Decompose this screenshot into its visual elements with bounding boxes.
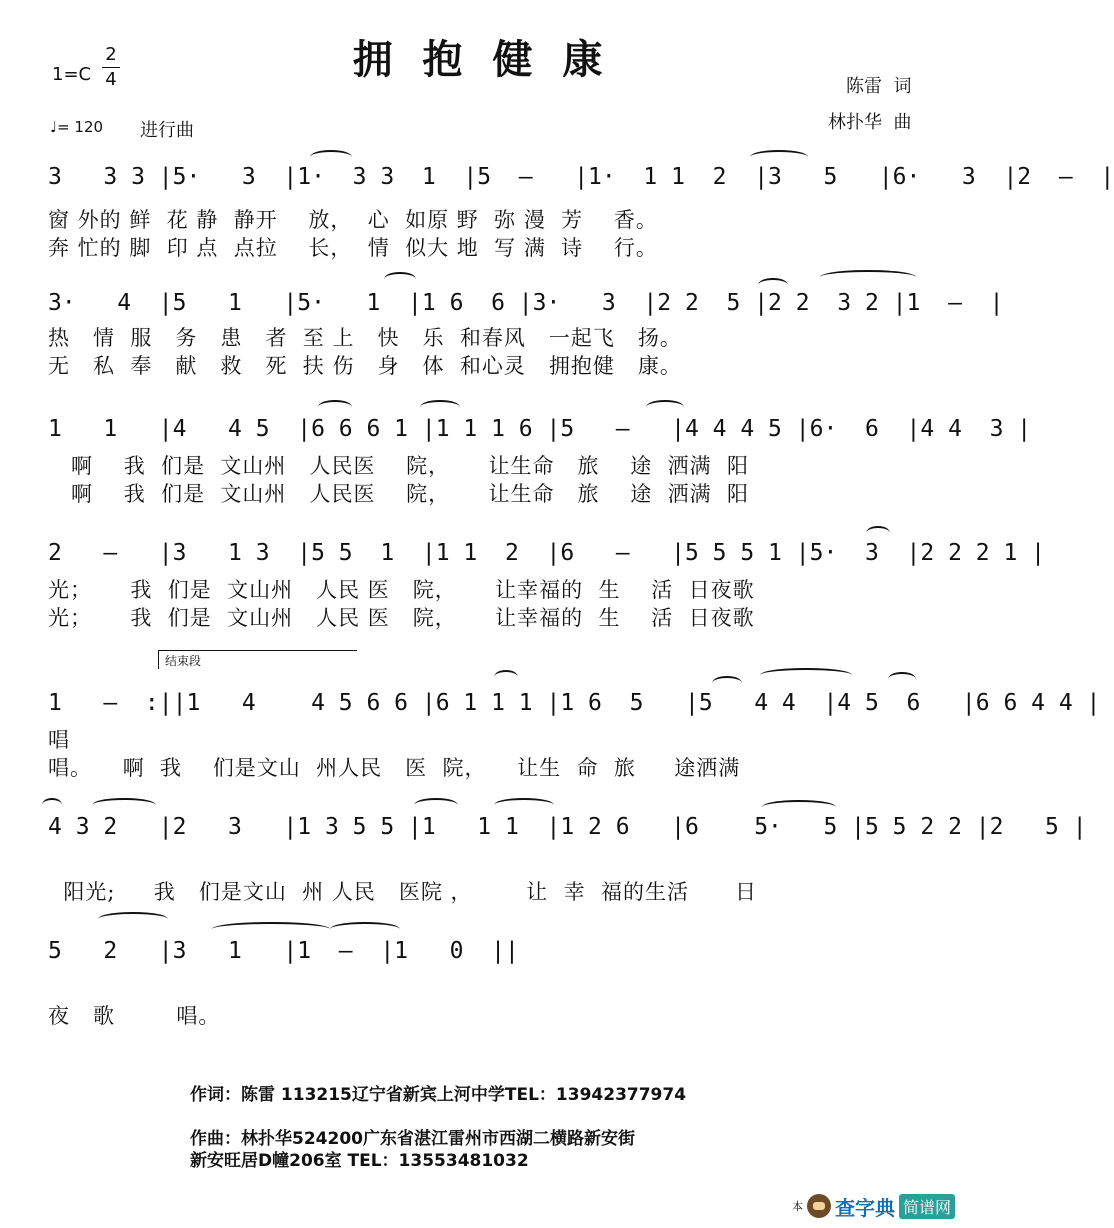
composer-info-line-1: 作曲：林扑华524200广东省湛江雷州市西湖二横路新安街 — [190, 1129, 635, 1149]
lyricist-info: 作词：陈雷 113215辽宁省新宾上河中学TEL：13942377974 — [190, 1085, 687, 1105]
score-line-2-lyric-1: 热 情 服 务 患 者 至 上 快 乐 和春风 一起飞 扬。 — [48, 326, 682, 350]
slur-mark — [712, 676, 742, 690]
key-signature: 1=C — [52, 64, 92, 85]
slur-mark — [762, 800, 836, 814]
score-line-5-lyric-2: 唱。 啊 我 们是文山 州人民 医 院， 让生 命 旅 途洒满 — [48, 756, 741, 780]
score-line-1-lyric-1: 窗 外的 鲜 花 静 静开 放， 心 如原 野 弥 漫 芳 香。 — [48, 208, 658, 232]
slur-mark — [758, 278, 788, 292]
slur-mark — [750, 150, 808, 164]
mascot-icon — [807, 1194, 831, 1218]
site-watermark — [792, 1192, 955, 1220]
tie-mark — [42, 798, 62, 812]
tie-mark — [820, 270, 916, 284]
composer-info-line-2: 新安旺居D幢206室 TEL：13553481032 — [190, 1151, 529, 1171]
score-line-4-notes: 2 – |3 1 3 |5 5 1 |1 1 2 |6 – |5 5 5 1 |5· 3 |2 2 2 1 | — [48, 540, 1045, 566]
score-line-3-notes: 1 1 |4 4 5 |6 6 6 1 |1 1 1 6 |5 – |4 4 4 5 |6· 6 |4 4 3 | — [48, 416, 1032, 442]
tie-mark — [330, 922, 400, 936]
time-signature-line — [102, 67, 120, 68]
slur-mark — [384, 272, 416, 286]
score-line-2-lyric-2: 无 私 奉 献 救 死 扶 伤 身 体 和心灵 拥抱健 康。 — [48, 354, 682, 378]
slur-mark — [420, 400, 460, 414]
slur-mark — [310, 150, 352, 164]
slur-mark — [494, 670, 518, 684]
score-line-3-lyric-2: 啊 我 们是 文山州 人民医 院， 让生命 旅 途 洒满 阳 — [48, 482, 749, 506]
ending-bracket — [158, 650, 357, 669]
ending-label: 结束段 — [165, 654, 202, 668]
score-line-4-lyric-1: 光； 我 们是 文山州 人民 医 院， 让幸福的 生 活 日夜歌 — [48, 578, 755, 602]
tie-mark — [92, 798, 156, 812]
song-title: 拥 抱 健 康 — [352, 37, 611, 83]
tie-mark — [494, 798, 554, 812]
score-line-3-lyric-1: 啊 我 们是 文山州 人民医 院， 让生命 旅 途 洒满 阳 — [48, 454, 749, 478]
watermark-prefix: 本 — [791, 1200, 803, 1213]
tempo-marking: ♩= 120 — [50, 118, 104, 136]
watermark-section: 简谱网 — [899, 1194, 955, 1219]
score-line-6-notes: 4 3 2 |2 3 |1 3 5 5 |1 1 1 |1 2 6 |6 5· 5 |5 5 2 2 |2 5 | — [48, 814, 1087, 840]
score-line-5-notes: 1 – :||1 4 4 5 6 6 |6 1 1 1 |1 6 5 |5 4 4 |4 5 6 |6 6 4 4 | — [48, 690, 1101, 716]
tie-mark — [212, 922, 330, 936]
score-line-4-lyric-2: 光； 我 们是 文山州 人民 医 院， 让幸福的 生 活 日夜歌 — [48, 606, 755, 630]
score-line-2-notes: 3· 4 |5 1 |5· 1 |1 6 6 |3· 3 |2 2 5 |2 2 3 2 |1 – | — [48, 290, 1004, 316]
tie-mark — [760, 668, 852, 682]
slur-mark — [98, 912, 168, 926]
tie-mark — [888, 672, 916, 686]
watermark-site-name: 查字典 — [834, 1195, 895, 1220]
score-line-6-lyric: 阳光; 我 们是文山 州 人民 医院 ， 让 幸 福的生活 日 — [48, 880, 758, 904]
score-line-1-notes: 3 3 3 |5· 3 |1· 3 3 1 |5 – |1· 1 1 2 |3 5 |6· 3 |2 – | — [48, 164, 1114, 190]
slur-mark — [646, 400, 684, 414]
composer-credit: 林扑华 曲 — [828, 112, 912, 133]
style-marking: 进行曲 — [140, 120, 194, 141]
score-line-5-lyric-1: 唱 — [48, 728, 70, 752]
score-line-7-notes: 5 2 |3 1 |1 – |1 0 || — [48, 938, 519, 964]
slur-mark — [414, 798, 458, 812]
score-line-1-lyric-2: 奔 忙的 脚 印 点 点拉 长， 情 似大 地 写 满 诗 行。 — [48, 236, 658, 260]
slur-mark — [866, 526, 890, 540]
time-signature-top: 2 — [105, 44, 117, 65]
time-signature — [102, 44, 120, 91]
slur-mark — [318, 400, 352, 414]
score-line-7-lyric: 夜 歌 唱。 — [48, 1004, 221, 1028]
lyricist-credit: 陈雷 词 — [846, 76, 912, 97]
time-signature-bottom: 4 — [105, 69, 117, 90]
